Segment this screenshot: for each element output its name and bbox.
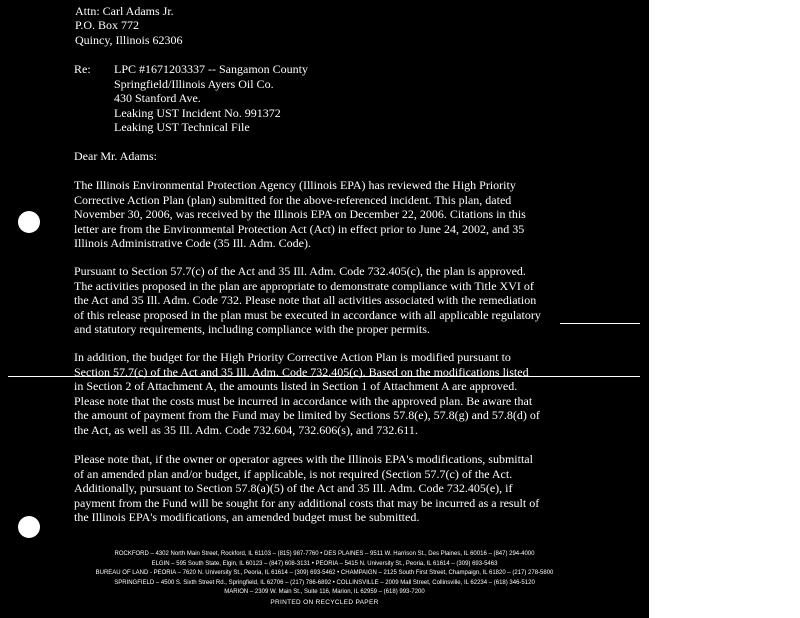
paragraph-line: Section 57.7(c) of the Act and 35 Ill. Adm. Code 732.405(c). Based on the modifications listed — [74, 364, 529, 379]
paragraph-line: of an amended plan and/or budget, if applicable, is not required (Section 57.7(c) of the Act. — [74, 466, 513, 481]
re-line: 430 Stanford Ave. — [114, 91, 201, 105]
paragraph-line: Please note that, if the owner or operator agrees with the Illinois EPA's modifications, submittal — [74, 452, 533, 466]
attention-line: Attn: Carl Adams Jr. — [75, 4, 174, 18]
paragraph-line: Please note that the costs must be incurred in accordance with the approved plan. Be aware that — [74, 393, 533, 408]
paragraph-line: of this release proposed in the plan must be executed in accordance with all applicable regulatory — [74, 307, 541, 322]
paragraph-line: November 30, 2006, was received by the Illinois EPA on December 22, 2006. Citations in this — [74, 207, 526, 221]
paragraph-review — [74, 178, 574, 251]
paragraph-line: the amount of payment from the Fund may be limited by Sections 57.8(e), 57.8(g) and 57.8(d) of — [74, 408, 540, 422]
punch-hole-top — [18, 211, 40, 233]
paragraph-line: Additionally, pursuant to Section 57.8(a)(5) of the Act and 35 Ill. Adm. Code 732.405(e), if — [74, 481, 513, 495]
paragraph-line: the Act, as well as 35 Ill. Adm. Code 732.604, 732.606(s), and 732.611. — [74, 422, 418, 437]
re-line: Leaking UST Incident No. 991372 — [114, 106, 281, 120]
paragraph-line: Illinois Administrative Code (35 Ill. Adm. Code). — [74, 236, 311, 250]
paragraph-line: and statutory requirements, including compliance with the proper permits. — [74, 322, 430, 336]
po-box-line: P.O. Box 772 — [75, 18, 140, 32]
footer-line: ROCKFORD – 4302 North Main Street, Rockford, IL 61103 – (815) 987-7760 • DES PLAINES – 9511 W. Harrison St., Des Plaines, IL 60016 – (847) 294-4000 — [114, 551, 535, 557]
office-addresses-footer — [0, 550, 649, 598]
paragraph-line: in Section 2 of Attachment A, the amounts listed in Section 1 of Attachment A are approved. — [74, 379, 518, 393]
recycled-paper-notice: PRINTED ON RECYCLED PAPER — [270, 599, 379, 606]
footer-line: SPRINGFIELD – 4500 S. Sixth Street Rd., Springfield, IL 62706 – (217) 786-6892 • COLLINSVILLE – 2009 Mall Street, Collinsville, IL 62234 – (618) 346-5120 — [114, 579, 535, 586]
footer-line: ELGIN – 595 South State, Elgin, IL 60123 – (847) 608-3131 • PEORIA – 5415 N. University St., Peoria, IL 61614 – (309) 693-5463 — [151, 560, 498, 567]
paragraph-modifications — [74, 452, 574, 525]
footer-line: BUREAU OF LAND - PEORIA – 7620 N. University St., Peoria, IL 61614 – (309) 693-5462 • CHAMPAIGN – 2125 South First Street, Champaign, IL 61820 – (217) 278-5800 — [95, 570, 554, 576]
paragraph-line: the Illinois EPA's modifications, an amended budget must be submitted. — [74, 510, 420, 524]
re-line: Springfield/Illinois Ayers Oil Co. — [114, 77, 274, 91]
footer-line: MARION – 2309 W. Main St., Suite 116, Marion, IL 62959 – (618) 993-7200 — [224, 589, 425, 595]
re-line: Leaking UST Technical File — [114, 120, 250, 134]
paragraph-line: Corrective Action Plan (plan) submitted for the above-referenced incident. This plan, dated — [74, 192, 512, 207]
salutation: Dear Mr. Adams: — [74, 149, 157, 163]
paragraph-line: the Act and 35 Ill. Adm. Code 732. Please note that all activities associated with the remediation — [74, 293, 537, 307]
paragraph-approval — [74, 264, 574, 337]
city-line: Quincy, Illinois 62306 — [75, 33, 183, 47]
re-line: LPC #1671203337 -- Sangamon County — [114, 62, 308, 76]
paragraph-budget — [74, 350, 574, 437]
paragraph-line: The activities proposed in the plan are appropriate to demonstrate compliance with Title XVI of — [74, 278, 534, 293]
paragraph-line: letter are from the Environmental Protection Act (Act) in effect prior to June 24, 2002, and 35 — [74, 221, 525, 236]
paragraph-line: The Illinois Environmental Protection Agency (Illinois EPA) has reviewed the High Priority — [74, 178, 516, 192]
re-label: Re: — [74, 62, 91, 76]
paragraph-line: payment from the Fund will be sought for any additional costs that may be incurred as a result of — [74, 495, 540, 510]
paragraph-line: Pursuant to Section 57.7(c) of the Act and 35 Ill. Adm. Code 732.405(c), the plan is approved. — [74, 264, 526, 278]
paragraph-line: In addition, the budget for the High Priority Corrective Action Plan is modified pursuant to — [74, 350, 511, 364]
punch-hole-bottom — [18, 516, 40, 538]
